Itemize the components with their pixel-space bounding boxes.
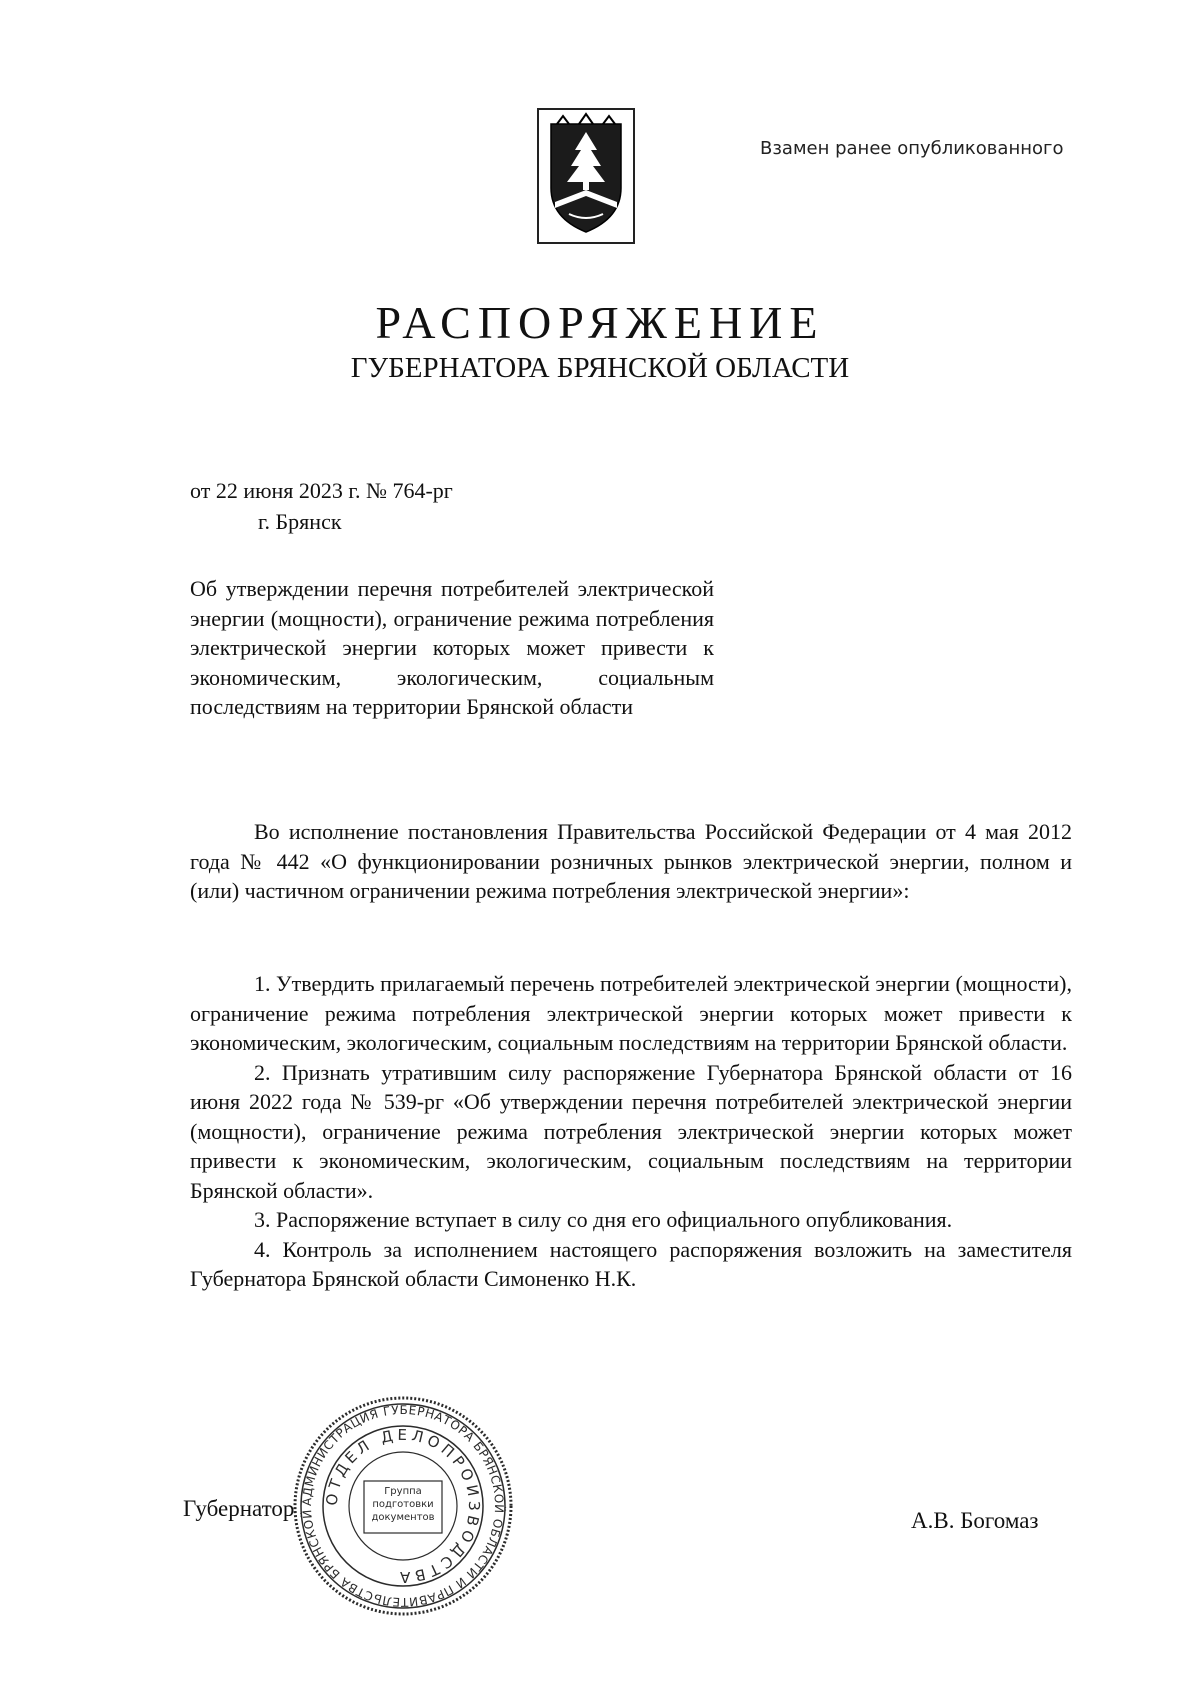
item-1: 1. Утвердить прилагаемый перечень потребителей электрической энергии (мощности), ограничение режима потребления электрической энергии которых может привести к экономическим, экологическим, социальным последствиям на территории Брянской области.	[190, 971, 1072, 1055]
document-date-number: от 22 июня 2023 г. № 764-рг	[190, 478, 453, 503]
signatory-position: Губернатор	[183, 1496, 295, 1521]
coat-of-arms-emblem	[537, 108, 635, 244]
official-stamp	[292, 1395, 514, 1617]
stamp-center-text: Группа подготовки документов	[371, 1486, 435, 1523]
item-2: 2. Признать утратившим силу распоряжение Губернатора Брянской области от 16 июня 2022 года № 539-рг «Об утверждении перечня потребителей электрической энергии (мощности), ограничение режима потребления электрической энергии которых может привести к экономическим, экологическим, социальным последствиям на территории Брянской области».	[190, 1059, 1072, 1203]
document-city: г. Брянск	[258, 509, 342, 534]
preamble-paragraph: Во исполнение постановления Правительства Российской Федерации от 4 мая 2012 года № 442 «О функционировании розничных рынков электрической энергии, полном и (или) частичном ограничении режима потребления электрической энергии»:	[190, 819, 1072, 903]
document-preamble	[190, 817, 1072, 906]
bryansk-coat-of-arms-icon	[539, 110, 633, 242]
document-subtitle: ГУБЕРНАТОРА БРЯНСКОЙ ОБЛАСТИ	[350, 352, 850, 384]
replacement-notice: Взамен ранее опубликованного	[760, 138, 1064, 159]
document-title: РАСПОРЯЖЕНИЕ	[375, 297, 825, 348]
item-3: 3. Распоряжение вступает в силу со дня его официального опубликования.	[254, 1207, 953, 1232]
document-subject: Об утверждении перечня потребителей электрической энергии (мощности), ограничение режима потребления электрической энергии которых может привести к экономическим, экологическим, социальным последствиям на территории Брянской области	[190, 576, 714, 719]
document-items	[190, 969, 1072, 1294]
item-4: 4. Контроль за исполнением настоящего распоряжения возложить на заместителя Губернатора Брянской области Симоненко Н.К.	[190, 1236, 1072, 1291]
stamp-outer-text: АДМИНИСТРАЦИЯ ГУБЕРНАТОРА БРЯНСКОЙ ОБЛАСТИ И ПРАВИТЕЛЬСТВА БРЯНСКОЙ	[299, 1402, 507, 1610]
stamp-inner-text: ОТДЕЛ ДЕЛОПРОИЗВОДСТВА	[322, 1425, 484, 1587]
signatory-name: А.В. Богомаз	[911, 1508, 1039, 1533]
